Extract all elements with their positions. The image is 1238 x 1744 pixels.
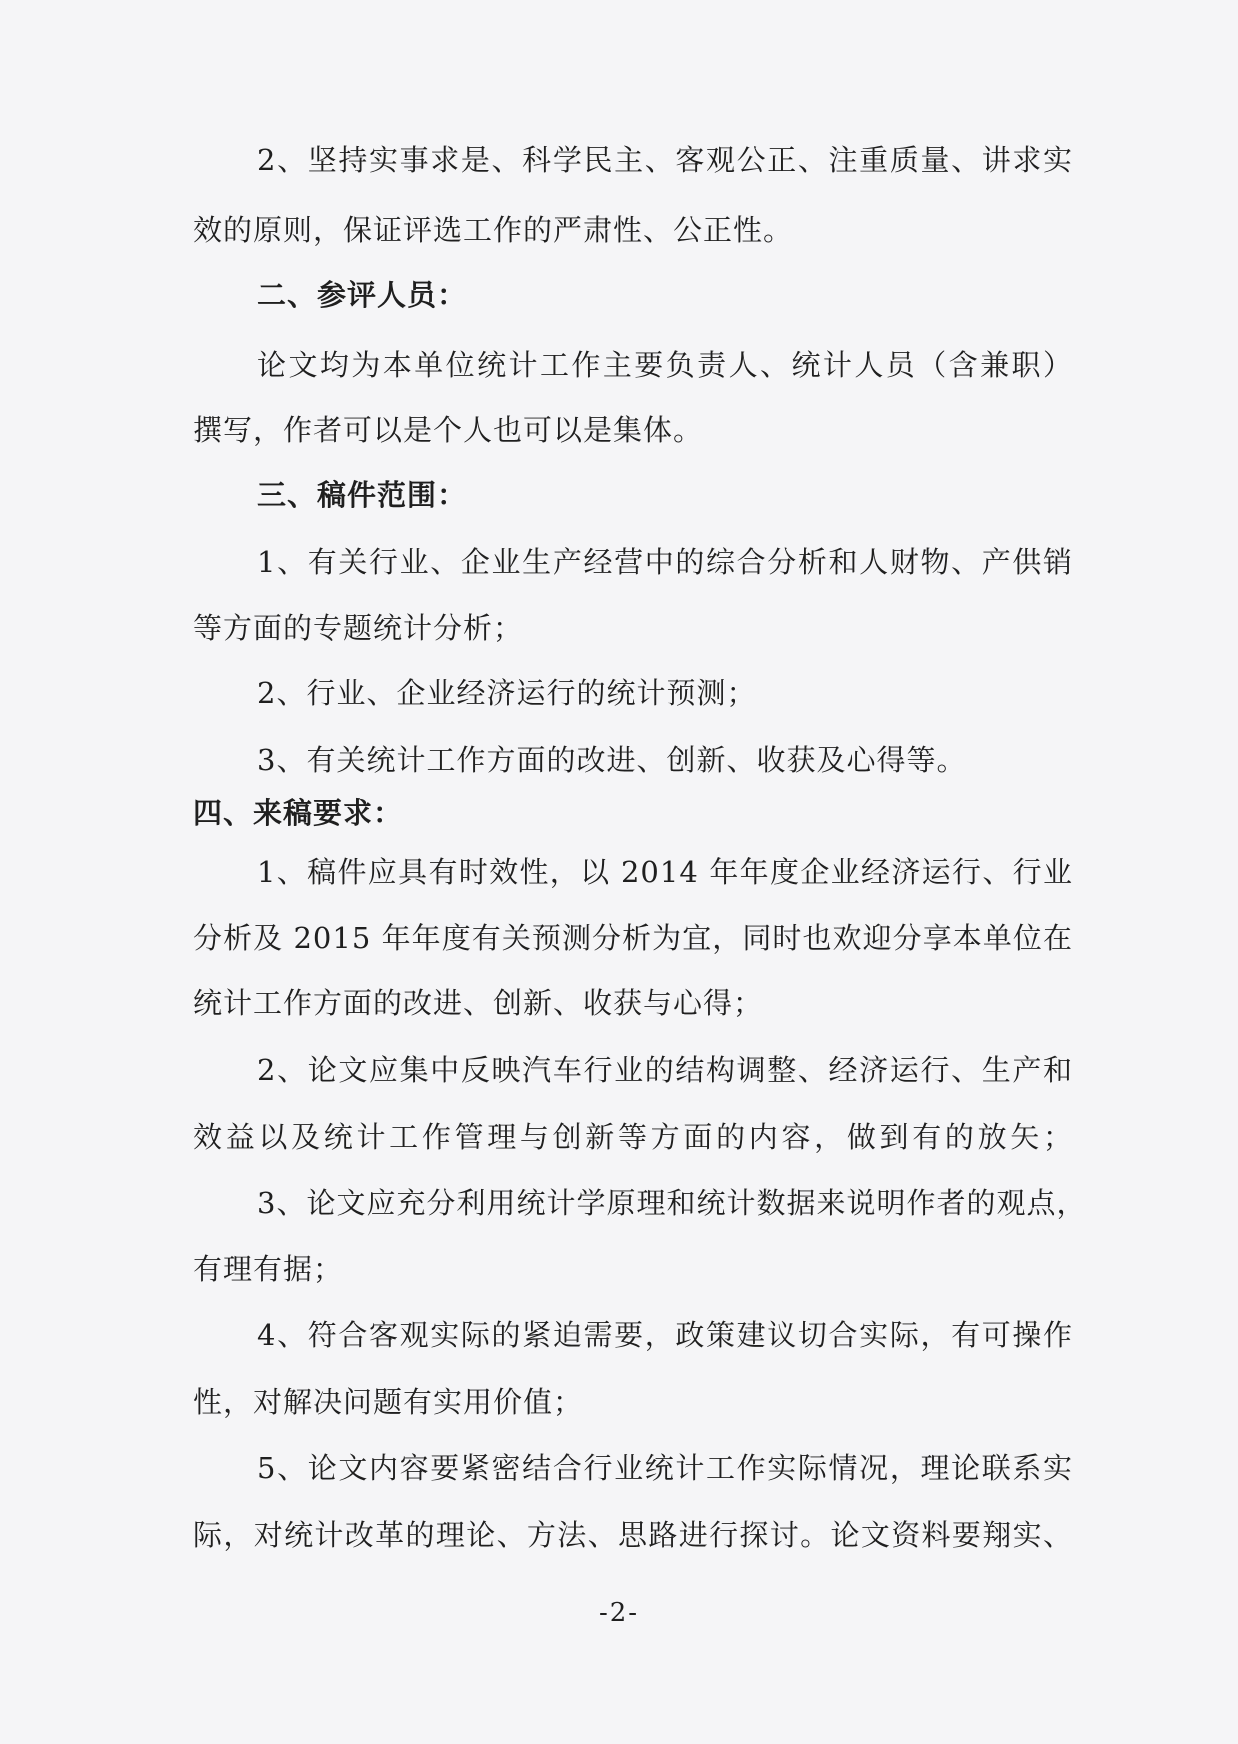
paragraph-line: 性，对解决问题有实用价值； xyxy=(193,1385,584,1419)
paragraph-line: 效的原则，保证评选工作的严肃性、公正性。 xyxy=(193,213,794,247)
paragraph-line: 3、有关统计工作方面的改进、创新、收获及心得等。 xyxy=(257,743,967,777)
paragraph-line: 统计工作方面的改进、创新、收获与心得； xyxy=(193,986,764,1020)
paragraph-line: 等方面的专题统计分析； xyxy=(193,611,524,645)
paragraph-line: 1、有关行业、企业生产经营中的综合分析和人财物、产供销 xyxy=(257,545,1073,579)
paragraph-line: 有理有据； xyxy=(193,1252,344,1286)
paragraph-line: 2、坚持实事求是、科学民主、客观公正、注重质量、讲求实 xyxy=(257,143,1073,177)
section-heading: 三、稿件范围： xyxy=(257,478,468,512)
paragraph-line: 论文均为本单位统计工作主要负责人、统计人员（含兼职） xyxy=(257,348,1073,382)
paragraph-line: 3、论文应充分利用统计学原理和统计数据来说明作者的观点， xyxy=(257,1186,1087,1220)
paragraph-line: 4、符合客观实际的紧迫需要，政策建议切合实际，有可操作 xyxy=(257,1318,1073,1352)
paragraph-line: 撰写，作者可以是个人也可以是集体。 xyxy=(193,413,704,447)
paragraph-line: 2、论文应集中反映汽车行业的结构调整、经济运行、生产和 xyxy=(257,1053,1073,1087)
section-heading: 四、来稿要求： xyxy=(193,796,404,830)
paragraph-line: 际，对统计改革的理论、方法、思路进行探讨。论文资料要翔实、 xyxy=(193,1518,1073,1552)
paragraph-line: 2、行业、企业经济运行的统计预测； xyxy=(257,676,757,710)
paragraph-line: 分析及 2015 年年度有关预测分析为宜，同时也欢迎分享本单位在 xyxy=(193,921,1073,955)
paragraph-line: 5、论文内容要紧密结合行业统计工作实际情况，理论联系实 xyxy=(257,1451,1073,1485)
section-heading: 二、参评人员： xyxy=(257,278,468,312)
page-number: -2- xyxy=(598,1598,640,1628)
paragraph-line: 效益以及统计工作管理与创新等方面的内容，做到有的放矢； xyxy=(193,1120,1073,1154)
paragraph-line: 1、稿件应具有时效性，以 2014 年年度企业经济运行、行业 xyxy=(257,855,1073,889)
